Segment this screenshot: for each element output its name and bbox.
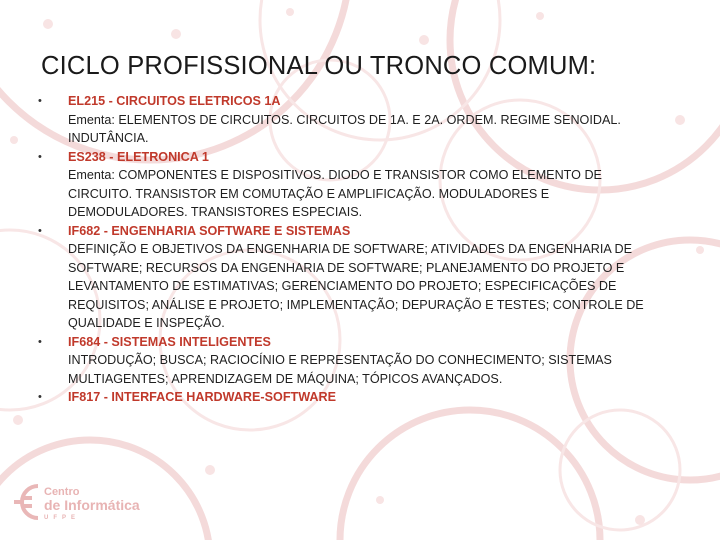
list-item <box>38 148 668 222</box>
course-code: EL215 - CIRCUITOS ELETRICOS 1A <box>68 94 281 108</box>
course-code: IF682 - ENGENHARIA SOFTWARE E SISTEMAS <box>68 223 351 238</box>
logo-line-centro: Centro <box>44 486 80 498</box>
course-description: INTRODUÇÃO; BUSCA; RACIOCÍNIO E REPRESENTAÇÃO DO CONHECIMENTO; SISTEMAS MULTIAGENTES; APRENDIZAGEM DE MÁQUINA; TÓPICOS AVANÇADOS. <box>68 353 612 386</box>
bullet-icon: • <box>38 150 42 163</box>
course-description: Ementa: COMPONENTES E DISPOSITIVOS. DIODO E TRANSISTOR COMO ELEMENTO DE CIRCUITO. TRANSISTOR EM COMUTAÇÃO E AMPLIFICAÇÃO. MODULADORES E DEMODULADORES. TRANSISTORES ESPECIAIS. <box>68 168 602 219</box>
course-code: ES238 - ELETRONICA 1 <box>68 149 209 164</box>
course-code: IF684 - SISTEMAS INTELIGENTES <box>68 334 271 349</box>
course-list <box>38 92 668 407</box>
bullet-icon: • <box>38 95 42 107</box>
course-description: DEFINIÇÃO E OBJETIVOS DA ENGENHARIA DE SOFTWARE; ATIVIDADES DA ENGENHARIA DE SOFTWARE; RECURSOS DA ENGENHARIA DE SOFTWARE; PLANEJAMENTO DO PROJETO E LEVANTAMENTO DE ESTIMATIVAS; GERENCIAMENTO DO PROJETO; ESPECIFICAÇÕES DE REQUISITOS; ANÁLISE E PROJETO; IMPLEMENTAÇÃO; DEPURAÇÃO E TESTES; CONTROLE DE QUALIDADE E INSPEÇÃO. <box>68 242 644 330</box>
bullet-icon: • <box>38 224 42 237</box>
logo-text <box>44 486 140 525</box>
list-item <box>38 222 668 333</box>
logo-line-informatica: de Informática <box>44 497 140 513</box>
course-description: Ementa: ELEMENTOS DE CIRCUITOS. CIRCUITOS DE 1A. E 2A. ORDEM. REGIME SENOIDAL. INDUTÂNCIA. <box>68 112 621 145</box>
slide-title: CICLO PROFISSIONAL OU TRONCO COMUM: <box>41 52 597 80</box>
list-item <box>38 92 668 148</box>
list-item <box>38 333 668 389</box>
list-item <box>38 388 668 407</box>
logo-line-ufpe: UFPE <box>44 515 81 521</box>
course-code: IF817 - INTERFACE HARDWARE-SOFTWARE <box>68 390 336 404</box>
bullet-icon: • <box>38 391 42 403</box>
bullet-icon: • <box>38 335 42 348</box>
